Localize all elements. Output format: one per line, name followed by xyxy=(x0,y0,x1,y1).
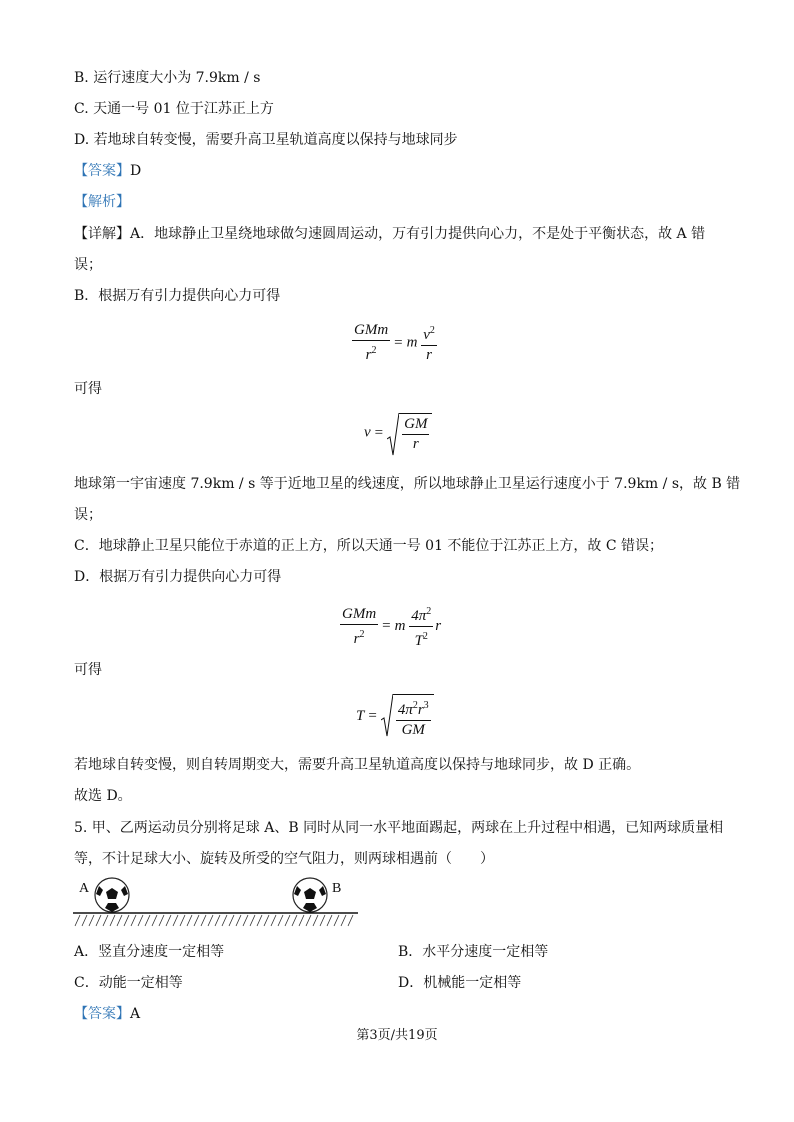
choose-line: 故选 D。 xyxy=(74,788,132,804)
soccer-ball-a-icon xyxy=(95,878,129,912)
answer-value-2: A xyxy=(130,1006,141,1022)
eq1-right-fraction: $\frac{v^2}{r}$ xyxy=(421,322,437,364)
equation-4: T = $\frac{4\pi^2r^3}{GM}$ xyxy=(356,694,434,739)
ball-a-label: A xyxy=(79,881,90,896)
answer-tag-2: 【答案】 xyxy=(74,1006,130,1022)
detail-b-line-2: 地球第一宇宙速度 7.9km / s 等于近地卫星的线速度，所以地球静止卫星运行速度小于 7.9km / s，故 B 错 xyxy=(74,476,741,492)
eq2-sqrt: $\frac{GM}{r}$ xyxy=(387,413,432,453)
option-d: D．机械能一定相等 xyxy=(398,975,522,991)
kede-line-2: 可得 xyxy=(74,662,102,678)
kede-line-1: 可得 xyxy=(74,381,102,397)
answer-line xyxy=(74,162,141,180)
ball-b-label: B xyxy=(332,881,342,896)
option-c-line: C. 天通一号 01 位于江苏正上方 xyxy=(74,101,274,117)
detail-b-line-3: 误； xyxy=(74,507,102,523)
answer-tag: 【答案】 xyxy=(74,163,130,179)
detail-a-line-2: 误； xyxy=(74,257,102,273)
option-b-line: B. 运行速度大小为 7.9km / s xyxy=(74,70,261,86)
detail-d-line-1: D．根据万有引力提供向心力可得 xyxy=(74,569,282,585)
detail-a-line-1 xyxy=(74,225,705,243)
detail-a-text: A．地球静止卫星绕地球做匀速圆周运动，万有引力提供向心力，不是处于平衡状态，故 A 错 xyxy=(130,226,706,242)
eq4-sqrt: $\frac{4\pi^2r^3}{GM}$ xyxy=(381,694,434,739)
detail-tag: 【详解】 xyxy=(74,226,130,242)
figure-soccer-balls xyxy=(70,872,370,932)
answer-value: D xyxy=(130,163,142,179)
option-b: B．水平分速度一定相等 xyxy=(398,944,549,960)
ground-line xyxy=(73,913,358,926)
option-a: A．竖直分速度一定相等 xyxy=(74,944,225,960)
analysis-tag: 【解析】 xyxy=(74,194,130,210)
eq3-right-fraction: $\frac{4\pi^2}{T^2}$ xyxy=(409,603,433,650)
page-footer: 第3页/共19页 xyxy=(356,1028,438,1043)
detail-b-line-1: B．根据万有引力提供向心力可得 xyxy=(74,288,281,304)
eq3-left-fraction: $\frac{\text{GMm}}{r^2}$ xyxy=(342,605,377,647)
equation-3: $\frac{\text{GMm}}{r^2}$ = m $\frac{4\pi^2}{T^2}$ r xyxy=(340,603,441,650)
equation-1: $\frac{\text{GMm}}{r^2}$ = m $\frac{v^2}{r}$ xyxy=(354,322,435,363)
question-5-line-2: 等，不计足球大小、旋转及所受的空气阻力，则两球相遇前（ ） xyxy=(74,851,494,867)
detail-c-line: C．地球静止卫星只能位于赤道的正上方，所以天通一号 01 不能位于江苏正上方，故 C 错误； xyxy=(74,538,664,554)
detail-d-line-2: 若地球自转变慢，则自转周期变大，需要升高卫星轨道高度以保持与地球同步，故 D 正确。 xyxy=(74,757,641,773)
soccer-ball-b-icon xyxy=(293,878,327,912)
eq1-left-fraction: $\frac{\text{GMm}}{r^2}$ xyxy=(354,322,389,363)
answer-line-2 xyxy=(74,1005,140,1023)
question-5-line-1: 5. 甲、乙两运动员分别将足球 A、B 同时从同一水平地面踢起，两球在上升过程中相遇，已知两球质量相 xyxy=(74,820,724,836)
equation-2: v = $\frac{GM}{r}$ xyxy=(364,413,432,453)
option-c: C．动能一定相等 xyxy=(74,975,183,991)
option-d-line: D. 若地球自转变慢，需要升高卫星轨道高度以保持与地球同步 xyxy=(74,132,458,148)
